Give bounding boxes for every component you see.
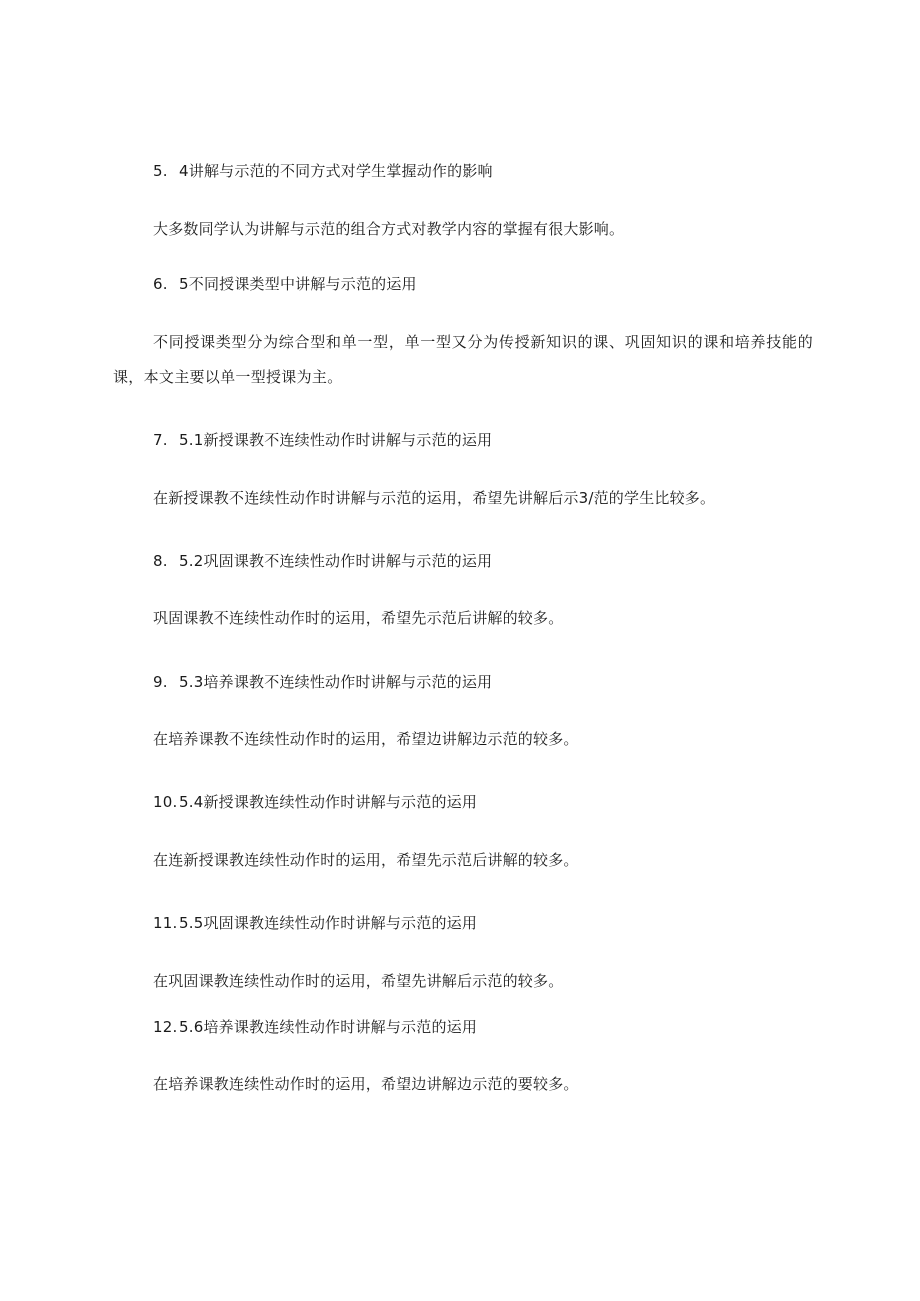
- heading-title: 4讲解与示范的不同方式对学生掌握动作的影响: [179, 162, 493, 180]
- section-heading: [153, 161, 493, 181]
- body-paragraph: 巩固课教不连续性动作时的运用，希望先示范后讲解的较多。: [153, 609, 564, 627]
- heading-title: 5.5巩固课教连续性动作时讲解与示范的运用: [179, 914, 478, 932]
- section-heading: [153, 913, 477, 933]
- heading-number: 7.: [153, 431, 168, 449]
- heading-number: 8.: [153, 552, 168, 570]
- heading-number: 10.: [153, 793, 178, 811]
- section-heading: [153, 792, 477, 812]
- heading-number: 9.: [153, 673, 168, 691]
- body-paragraph: 在培养课教连续性动作时的运用，希望边讲解边示范的要较多。: [153, 1075, 579, 1093]
- heading-title: 5不同授课类型中讲解与示范的运用: [179, 275, 417, 293]
- heading-title: 5.4新授课教连续性动作时讲解与示范的运用: [179, 793, 478, 811]
- heading-title: 5.2巩固课教不连续性动作时讲解与示范的运用: [179, 552, 493, 570]
- section-heading: [153, 430, 492, 450]
- heading-title: 5.6培养课教连续性动作时讲解与示范的运用: [179, 1018, 478, 1036]
- heading-number: 5.: [153, 162, 168, 180]
- heading-number: 12.: [153, 1018, 178, 1036]
- body-paragraph: 在新授课教不连续性动作时讲解与示范的运用，希望先讲解后示3/范的学生比较多。: [153, 489, 716, 507]
- body-paragraph: 在连新授课教连续性动作时的运用，希望先示范后讲解的较多。: [153, 851, 579, 869]
- body-paragraph: 在巩固课教连续性动作时的运用，希望先讲解后示范的较多。: [153, 972, 564, 990]
- heading-number: 6.: [153, 275, 168, 293]
- section-heading: [153, 274, 417, 294]
- section-heading: [153, 551, 492, 571]
- section-heading: [153, 672, 492, 692]
- heading-title: 5.1新授课教不连续性动作时讲解与示范的运用: [179, 431, 493, 449]
- heading-title: 5.3培养课教不连续性动作时讲解与示范的运用: [179, 673, 493, 691]
- heading-number: 11.: [153, 914, 178, 932]
- body-paragraph: 大多数同学认为讲解与示范的组合方式对教学内容的掌握有很大影响。: [153, 220, 625, 238]
- body-paragraph: 在培养课教不连续性动作时的运用，希望边讲解边示范的较多。: [153, 730, 579, 748]
- body-paragraph: 不同授课类型分为综合型和单一型，单一型又分为传授新知识的课、巩固知识的课和培养技能的课，本文主要以单一型授课为主。: [113, 333, 813, 386]
- section-heading: [153, 1017, 477, 1037]
